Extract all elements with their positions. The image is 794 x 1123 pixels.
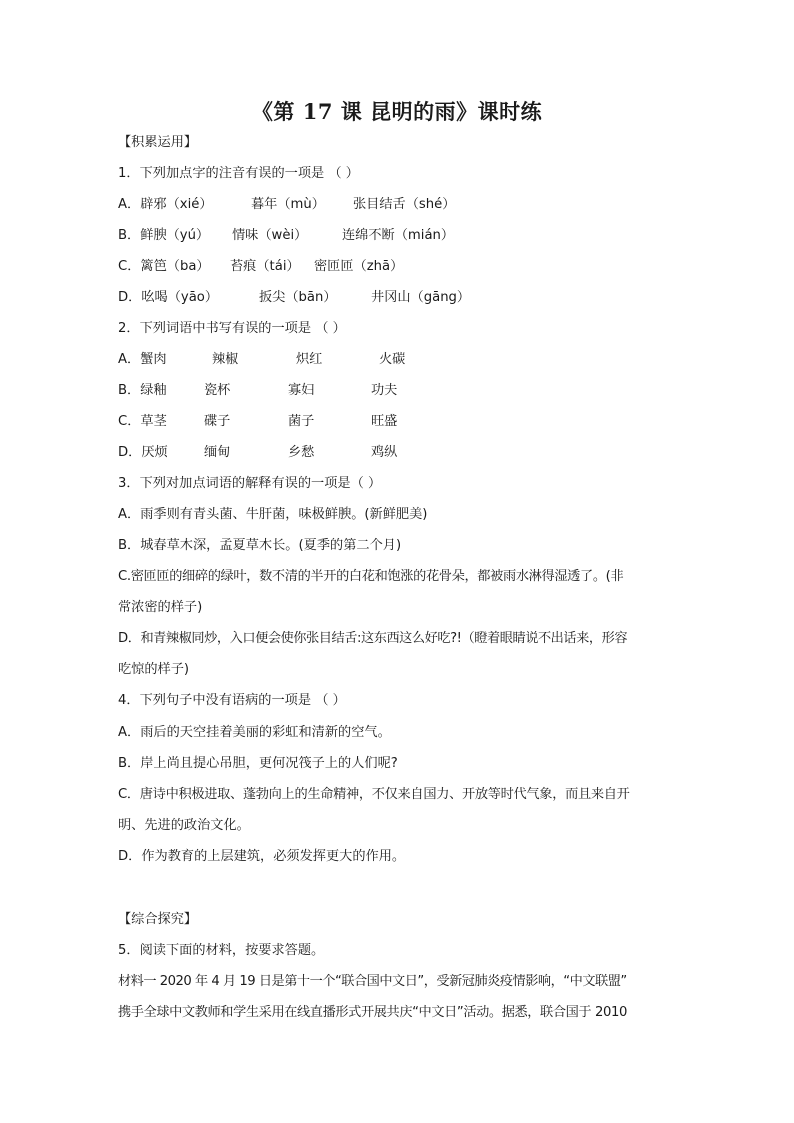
question-4-option-c-line2: 明、先进的政治文化。 <box>118 818 250 833</box>
question-3-option-d-line1: D．和青辣椒同炒，入口便会使你张目结舌:这东西这么好吃?!（瞪着眼睛说不出话来，形容 <box>118 631 628 646</box>
question-4-option-d: D．作为教育的上层建筑，必须发挥更大的作用。 <box>118 849 406 864</box>
question-5-stem: 5．阅读下面的材料，按要求答题。 <box>118 943 325 958</box>
question-1-option-d: D．吆喝（yāo） 扳尖（bān） 井冈山（gāng） <box>118 290 471 305</box>
question-4-stem: 4．下列句子中没有语病的一项是 （ ） <box>118 693 346 708</box>
question-2-option-c: C．草茎 碟子 菌子 旺盛 <box>118 414 398 429</box>
question-4-option-b: B．岸上尚且提心吊胆，更何况筏子上的人们呢? <box>118 756 398 771</box>
material-1-line1: 材料一 2020 年 4 月 19 日是第十一个“联合国中文日”，受新冠肺炎疫情影响，“中文联盟” <box>118 974 627 989</box>
question-2-option-a: A．蟹肉 辣椒 炽红 火碳 <box>118 352 406 367</box>
section-heading-accumulation: 【积累运用】 <box>118 135 198 150</box>
material-1-line2: 携手全球中文教师和学生采用在线直播形式开展共庆“中文日”活动。据悉，联合国于 2010 <box>118 1005 627 1020</box>
question-3-option-a: A．雨季则有青头菌、牛肝菌，味极鲜腴。(新鲜肥美) <box>118 507 428 522</box>
question-3-option-b: B．城春草木深，孟夏草木长。(夏季的第二个月) <box>118 538 402 553</box>
question-3-option-c-line2: 常浓密的样子) <box>118 600 203 615</box>
question-3-option-c-line1: C.密匝匝的细碎的绿叶，数不清的半开的白花和饱涨的花骨朵，都被雨水淋得湿透了。(非 <box>118 569 624 584</box>
question-1-stem: 1．下列加点字的注音有误的一项是 （ ） <box>118 166 359 181</box>
question-4-option-a: A．雨后的天空挂着美丽的彩虹和清新的空气。 <box>118 725 391 740</box>
question-3-option-d-line2: 吃惊的样子) <box>118 662 190 677</box>
question-2-option-d: D．厌烦 缅甸 乡愁 鸡纵 <box>118 445 398 460</box>
question-1-option-c: C．篱笆（ba） 苔痕（tái） 密匝匝（zhā） <box>118 259 404 274</box>
page-title: 《第 17 课 昆明的雨》课时练 <box>251 99 543 124</box>
question-2-stem: 2．下列词语中书写有误的一项是 （ ） <box>118 321 346 336</box>
question-3-stem: 3．下列对加点词语的解释有误的一项是（ ） <box>118 476 382 491</box>
question-4-option-c-line1: C．唐诗中积极进取、蓬勃向上的生命精神，不仅来自国力、开放等时代气象，而且来自开 <box>118 787 630 802</box>
section-heading-inquiry: 【综合探究】 <box>118 912 198 927</box>
question-1-option-a: A．辟邪（xié） 暮年（mù） 张目结舌（shé） <box>118 197 456 212</box>
question-2-option-b: B．绿釉 瓷杯 寡妇 功夫 <box>118 383 398 398</box>
question-1-option-b: B．鲜腴（yú） 情味（wèi） 连绵不断（mián） <box>118 228 455 243</box>
